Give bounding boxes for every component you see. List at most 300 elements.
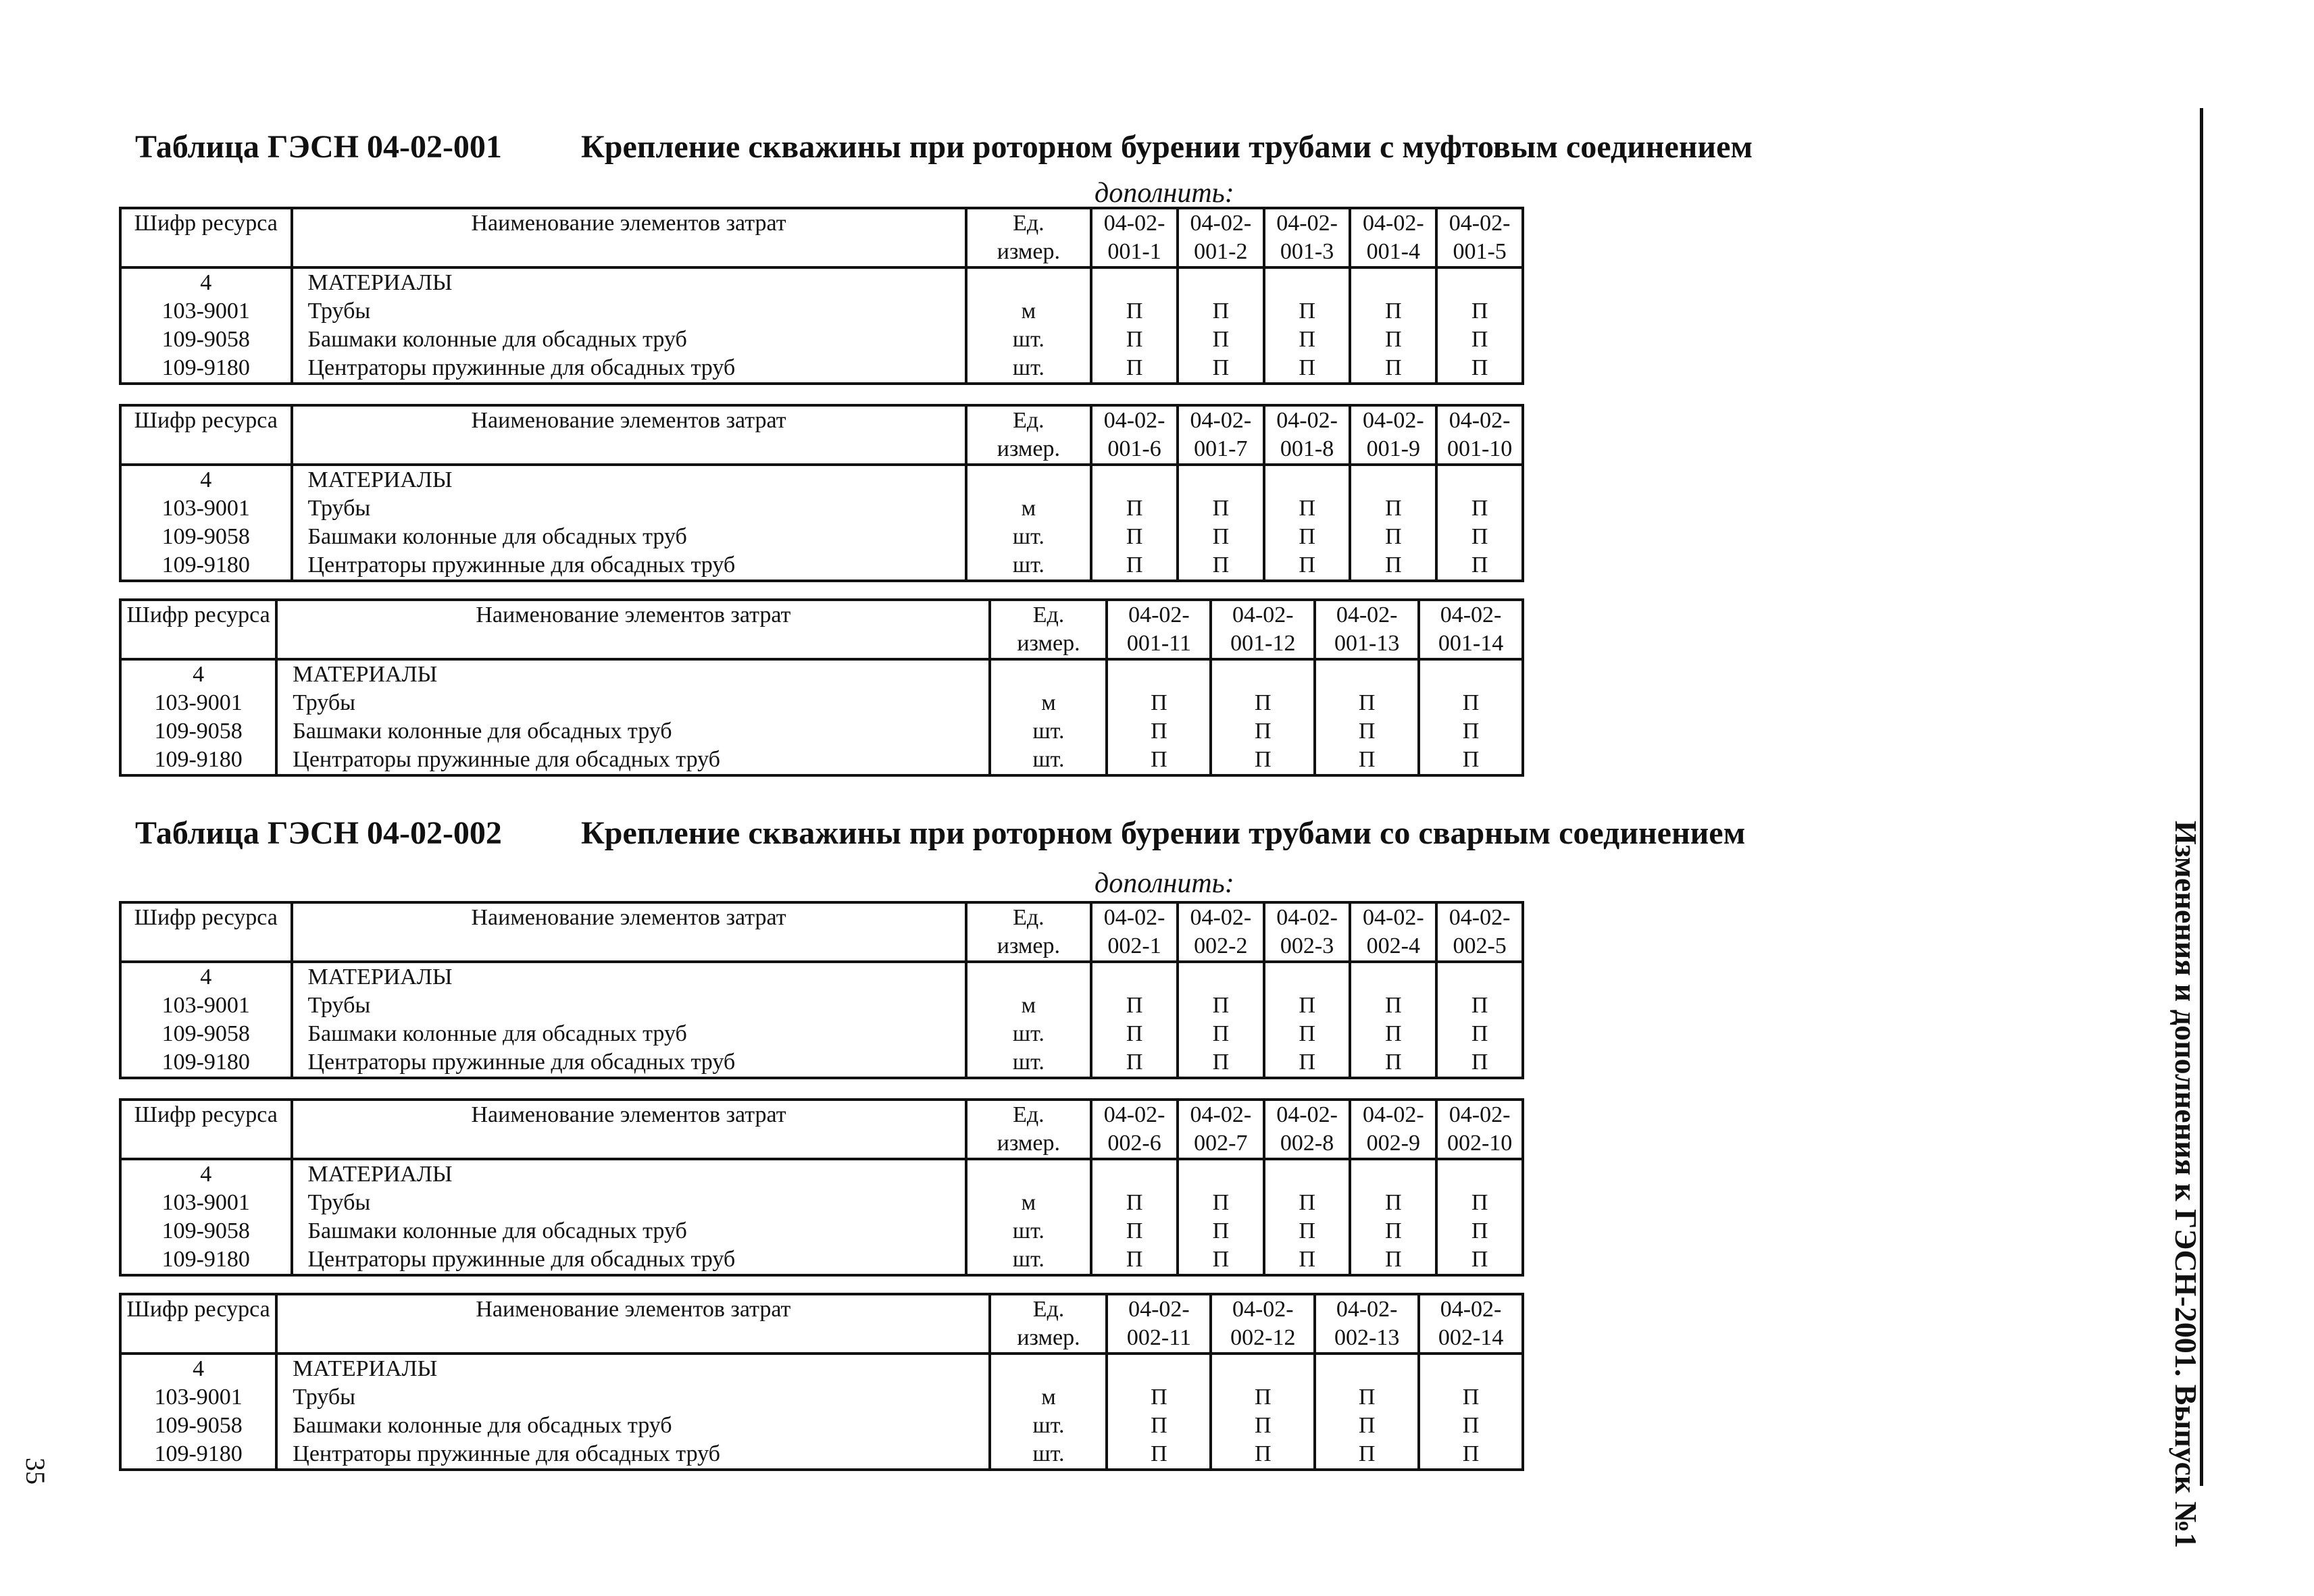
resource-value: П (1107, 689, 1211, 717)
resource-value: П (1091, 494, 1178, 523)
resource-name: Трубы (276, 1383, 990, 1412)
unit-line-2: измер. (997, 933, 1061, 958)
resource-unit: шт. (990, 717, 1107, 746)
empty-cell (1264, 465, 1351, 494)
resource-value: П (1419, 717, 1523, 746)
empty-cell (1315, 1354, 1419, 1383)
empty-cell (1211, 1354, 1315, 1383)
resource-value: П (1178, 1020, 1264, 1048)
empty-cell (1350, 465, 1436, 494)
empty-cell (1436, 267, 1523, 297)
norm-code-line-2: 002-3 (1280, 933, 1334, 958)
col-header-unit (990, 600, 1107, 659)
resource-value: П (1091, 551, 1178, 581)
col-header-norm (1091, 208, 1178, 267)
resource-value: П (1091, 354, 1178, 384)
resource-value: П (1350, 326, 1436, 354)
resource-name: Центраторы пружинные для обсадных труб (292, 354, 966, 384)
resource-value: П (1350, 494, 1436, 523)
header-row (120, 600, 1523, 659)
resource-value: П (1264, 992, 1351, 1020)
table-row (120, 494, 1523, 523)
section-name: МАТЕРИАЛЫ (292, 1159, 966, 1189)
norm-code-line-1: 04-02- (1103, 211, 1165, 236)
table-row (120, 717, 1523, 746)
norm-code-line-2: 002-12 (1230, 1325, 1296, 1350)
resource-value: П (1436, 551, 1523, 581)
table-row (120, 523, 1523, 551)
resource-value: П (1419, 746, 1523, 775)
col-header-name: Наименование элементов затрат (276, 600, 990, 659)
resource-unit: шт. (966, 1217, 1092, 1245)
norm-code-line-2: 001-4 (1366, 239, 1420, 264)
empty-cell (1436, 1159, 1523, 1189)
resource-value: П (1091, 992, 1178, 1020)
norm-code-line-1: 04-02- (1336, 602, 1398, 627)
resource-value: П (1264, 297, 1351, 326)
empty-cell (1091, 1159, 1178, 1189)
col-header-unit (966, 208, 1092, 267)
resource-code: 103-9001 (120, 689, 276, 717)
resource-value: П (1178, 1048, 1264, 1078)
table-row (120, 1383, 1523, 1412)
empty-cell (966, 1159, 1092, 1189)
col-header-name: Наименование элементов затрат (292, 208, 966, 267)
col-header-norm (1436, 208, 1523, 267)
norm-code-line-2: 001-2 (1194, 239, 1248, 264)
resource-name: Трубы (292, 494, 966, 523)
resource-name: Центраторы пружинные для обсадных труб (292, 1245, 966, 1275)
col-header-norm (1350, 405, 1436, 465)
resource-code: 103-9001 (120, 1383, 276, 1412)
unit-line-1: Ед. (1013, 905, 1045, 930)
norm-code-line-1: 04-02- (1363, 905, 1424, 930)
col-header-unit (966, 405, 1092, 465)
norm-code-line-2: 002-6 (1107, 1131, 1161, 1156)
norm-code-line-1: 04-02- (1190, 211, 1252, 236)
resource-value: П (1315, 689, 1419, 717)
resource-table (119, 207, 1524, 385)
empty-cell (1264, 962, 1351, 992)
empty-cell (1091, 962, 1178, 992)
resource-table (119, 1293, 1524, 1471)
section-name: МАТЕРИАЛЫ (292, 465, 966, 494)
resource-name: Башмаки колонные для обсадных труб (292, 1020, 966, 1048)
norm-code-line-1: 04-02- (1190, 1102, 1252, 1127)
unit-line-1: Ед. (1032, 1297, 1065, 1322)
header-row (120, 405, 1523, 465)
empty-cell (1091, 267, 1178, 297)
resource-unit: шт. (966, 354, 1092, 384)
section-code: 4 (120, 659, 276, 689)
header-row (120, 1100, 1523, 1159)
col-header-code: Шифр ресурса (120, 600, 276, 659)
norm-code-line-2: 001-7 (1194, 436, 1248, 461)
resource-value: П (1178, 297, 1264, 326)
table-number: Таблица ГЭСН 04-02-001 (135, 129, 502, 165)
resource-code: 103-9001 (120, 297, 292, 326)
section-row (120, 267, 1523, 297)
section-name: МАТЕРИАЛЫ (292, 267, 966, 297)
resource-value: П (1107, 1440, 1211, 1470)
resource-value: П (1178, 354, 1264, 384)
resource-value: П (1178, 1217, 1264, 1245)
unit-line-1: Ед. (1013, 211, 1045, 236)
section-code: 4 (120, 1354, 276, 1383)
empty-cell (1350, 1159, 1436, 1189)
table-title-1 (135, 128, 1753, 165)
table-title-2 (135, 815, 1745, 852)
norm-code-line-2: 001-14 (1438, 631, 1504, 656)
col-header-code: Шифр ресурса (120, 405, 292, 465)
unit-line-2: измер. (1017, 631, 1080, 656)
section-code: 4 (120, 1159, 292, 1189)
empty-cell (1419, 659, 1523, 689)
empty-cell (1436, 465, 1523, 494)
col-header-code: Шифр ресурса (120, 1100, 292, 1159)
table-row (120, 354, 1523, 384)
norm-code-line-2: 002-9 (1366, 1131, 1420, 1156)
col-header-norm (1091, 1100, 1178, 1159)
resource-unit: м (990, 1383, 1107, 1412)
resource-value: П (1211, 1440, 1315, 1470)
norm-code-line-2: 001-11 (1126, 631, 1191, 656)
table-row (120, 297, 1523, 326)
resource-table (119, 404, 1524, 582)
resource-value: П (1091, 523, 1178, 551)
resource-value: П (1091, 1217, 1178, 1245)
resource-name: Башмаки колонные для обсадных труб (292, 326, 966, 354)
section-row (120, 1354, 1523, 1383)
resource-value: П (1264, 1189, 1351, 1217)
section-code: 4 (120, 465, 292, 494)
norm-code-line-2: 001-1 (1107, 239, 1161, 264)
resource-value: П (1350, 1245, 1436, 1275)
resource-code: 109-9058 (120, 326, 292, 354)
resource-value: П (1178, 1189, 1264, 1217)
resource-name: Центраторы пружинные для обсадных труб (292, 1048, 966, 1078)
norm-code-line-1: 04-02- (1190, 408, 1252, 433)
norm-code-line-1: 04-02- (1276, 408, 1338, 433)
resource-code: 109-9058 (120, 717, 276, 746)
unit-line-1: Ед. (1013, 1102, 1045, 1127)
norm-code-line-1: 04-02- (1103, 905, 1165, 930)
resource-code: 109-9180 (120, 551, 292, 581)
resource-code: 109-9180 (120, 1440, 276, 1470)
resource-code: 109-9180 (120, 354, 292, 384)
resource-unit: шт. (966, 326, 1092, 354)
empty-cell (966, 267, 1092, 297)
section-name: МАТЕРИАЛЫ (276, 659, 990, 689)
add-label: дополнить: (1095, 178, 1234, 209)
col-header-norm (1436, 902, 1523, 962)
resource-value: П (1350, 523, 1436, 551)
resource-value: П (1178, 326, 1264, 354)
col-header-code: Шифр ресурса (120, 902, 292, 962)
resource-code: 109-9180 (120, 746, 276, 775)
resource-name: Трубы (292, 1189, 966, 1217)
norm-code-line-2: 001-8 (1280, 436, 1334, 461)
norm-code-line-2: 001-10 (1447, 436, 1513, 461)
norm-code-line-1: 04-02- (1449, 1102, 1511, 1127)
norm-code-line-1: 04-02- (1276, 1102, 1338, 1127)
col-header-norm (1107, 1294, 1211, 1354)
resource-value: П (1264, 494, 1351, 523)
col-header-norm (1211, 600, 1315, 659)
col-header-norm (1178, 405, 1264, 465)
table-row (120, 746, 1523, 775)
col-header-code: Шифр ресурса (120, 208, 292, 267)
empty-cell (966, 962, 1092, 992)
resource-value: П (1350, 992, 1436, 1020)
empty-cell (1107, 1354, 1211, 1383)
norm-code-line-1: 04-02- (1276, 905, 1338, 930)
col-header-unit (966, 1100, 1092, 1159)
header-row (120, 902, 1523, 962)
col-header-norm (1264, 405, 1351, 465)
empty-cell (1350, 962, 1436, 992)
table-row (120, 326, 1523, 354)
resource-value: П (1350, 1048, 1436, 1078)
resource-value: П (1178, 551, 1264, 581)
resource-unit: шт. (966, 523, 1092, 551)
page-number: 35 (20, 1458, 51, 1485)
empty-cell (1091, 465, 1178, 494)
resource-unit: шт. (990, 746, 1107, 775)
norm-code-line-1: 04-02- (1128, 602, 1190, 627)
resource-name: Трубы (276, 689, 990, 717)
empty-cell (1350, 267, 1436, 297)
norm-code-line-1: 04-02- (1276, 211, 1338, 236)
norm-code-line-1: 04-02- (1232, 1297, 1294, 1322)
table-row (120, 1412, 1523, 1440)
resource-unit: шт. (966, 1245, 1092, 1275)
resource-value: П (1436, 326, 1523, 354)
resource-value: П (1264, 1020, 1351, 1048)
resource-value: П (1350, 297, 1436, 326)
table-number: Таблица ГЭСН 04-02-002 (135, 815, 502, 851)
resource-name: Центраторы пружинные для обсадных труб (292, 551, 966, 581)
norm-code-line-2: 002-13 (1334, 1325, 1400, 1350)
resource-unit: м (990, 689, 1107, 717)
col-header-norm (1419, 1294, 1523, 1354)
resource-unit: м (966, 1189, 1092, 1217)
resource-value: П (1091, 1189, 1178, 1217)
col-header-norm (1178, 1100, 1264, 1159)
col-header-norm (1091, 405, 1178, 465)
empty-cell (1178, 1159, 1264, 1189)
resource-code: 109-9180 (120, 1245, 292, 1275)
norm-code-line-1: 04-02- (1449, 211, 1511, 236)
resource-value: П (1419, 689, 1523, 717)
header-row (120, 1294, 1523, 1354)
norm-code-line-1: 04-02- (1103, 1102, 1165, 1127)
empty-cell (990, 659, 1107, 689)
resource-unit: шт. (966, 551, 1092, 581)
resource-value: П (1264, 551, 1351, 581)
resource-value: П (1419, 1440, 1523, 1470)
resource-value: П (1211, 1412, 1315, 1440)
norm-code-line-1: 04-02- (1363, 211, 1424, 236)
norm-code-line-1: 04-02- (1232, 602, 1294, 627)
resource-table (119, 901, 1524, 1079)
norm-code-line-2: 002-10 (1447, 1131, 1513, 1156)
col-header-norm (1264, 902, 1351, 962)
resource-code: 103-9001 (120, 992, 292, 1020)
empty-cell (1211, 659, 1315, 689)
resource-name: Башмаки колонные для обсадных труб (276, 1412, 990, 1440)
section-row (120, 465, 1523, 494)
resource-value: П (1419, 1412, 1523, 1440)
norm-code-line-2: 002-4 (1366, 933, 1420, 958)
resource-value: П (1350, 354, 1436, 384)
norm-code-line-2: 002-1 (1107, 933, 1161, 958)
section-code: 4 (120, 267, 292, 297)
unit-line-2: измер. (997, 436, 1061, 461)
col-header-norm (1419, 600, 1523, 659)
empty-cell (1178, 267, 1264, 297)
resource-value: П (1091, 1048, 1178, 1078)
empty-cell (1264, 1159, 1351, 1189)
resource-value: П (1350, 1189, 1436, 1217)
col-header-norm (1315, 1294, 1419, 1354)
resource-value: П (1091, 297, 1178, 326)
col-header-norm (1264, 208, 1351, 267)
unit-line-2: измер. (1017, 1325, 1080, 1350)
col-header-norm (1315, 600, 1419, 659)
unit-line-1: Ед. (1013, 408, 1045, 433)
col-header-name: Наименование элементов затрат (292, 902, 966, 962)
unit-line-2: измер. (997, 239, 1061, 264)
empty-cell (1419, 1354, 1523, 1383)
resource-value: П (1350, 1020, 1436, 1048)
resource-code: 109-9058 (120, 1217, 292, 1245)
norm-code-line-1: 04-02- (1128, 1297, 1190, 1322)
resource-value: П (1315, 1440, 1419, 1470)
resource-value: П (1107, 717, 1211, 746)
norm-code-line-2: 002-8 (1280, 1131, 1334, 1156)
resource-value: П (1211, 717, 1315, 746)
resource-value: П (1178, 523, 1264, 551)
resource-code: 109-9058 (120, 1412, 276, 1440)
resource-value: П (1211, 1383, 1315, 1412)
norm-code-line-2: 002-14 (1438, 1325, 1504, 1350)
resource-unit: шт. (990, 1440, 1107, 1470)
resource-code: 109-9180 (120, 1048, 292, 1078)
resource-name: Башмаки колонные для обсадных труб (292, 1217, 966, 1245)
resource-value: П (1091, 1020, 1178, 1048)
norm-code-line-1: 04-02- (1363, 408, 1424, 433)
table-row (120, 1217, 1523, 1245)
resource-value: П (1178, 1245, 1264, 1275)
norm-code-line-2: 002-2 (1194, 933, 1248, 958)
resource-value: П (1211, 689, 1315, 717)
resource-value: П (1350, 551, 1436, 581)
col-header-name: Наименование элементов затрат (292, 1100, 966, 1159)
resource-code: 103-9001 (120, 1189, 292, 1217)
table-row (120, 1189, 1523, 1217)
resource-name: Центраторы пружинные для обсадных труб (276, 1440, 990, 1470)
resource-value: П (1350, 1217, 1436, 1245)
col-header-norm (1436, 1100, 1523, 1159)
resource-value: П (1436, 992, 1523, 1020)
unit-line-2: измер. (997, 1131, 1061, 1156)
resource-name: Трубы (292, 992, 966, 1020)
norm-code-line-2: 001-13 (1334, 631, 1400, 656)
resource-value: П (1264, 354, 1351, 384)
norm-code-line-1: 04-02- (1103, 408, 1165, 433)
resource-value: П (1315, 1383, 1419, 1412)
resource-value: П (1178, 992, 1264, 1020)
norm-code-line-1: 04-02- (1449, 408, 1511, 433)
section-code: 4 (120, 962, 292, 992)
resource-value: П (1211, 746, 1315, 775)
header-row (120, 208, 1523, 267)
resource-unit: м (966, 992, 1092, 1020)
norm-code-line-2: 001-9 (1366, 436, 1420, 461)
resource-value: П (1436, 1020, 1523, 1048)
table-row (120, 1245, 1523, 1275)
resource-name: Башмаки колонные для обсадных труб (292, 523, 966, 551)
unit-line-1: Ед. (1032, 602, 1065, 627)
table-caption: Крепление скважины при роторном бурении трубами со сварным соединением (581, 815, 1746, 851)
table-row (120, 1048, 1523, 1078)
col-header-norm (1436, 405, 1523, 465)
col-header-norm (1264, 1100, 1351, 1159)
section-row (120, 1159, 1523, 1189)
col-header-norm (1350, 208, 1436, 267)
col-header-unit (966, 902, 1092, 962)
resource-value: П (1091, 1245, 1178, 1275)
norm-code-line-2: 002-11 (1126, 1325, 1191, 1350)
table-caption: Крепление скважины при роторном бурении трубами с муфтовым соединением (581, 129, 1753, 165)
col-header-code: Шифр ресурса (120, 1294, 276, 1354)
resource-value: П (1315, 746, 1419, 775)
col-header-unit (990, 1294, 1107, 1354)
table-row (120, 1440, 1523, 1470)
empty-cell (990, 1354, 1107, 1383)
norm-code-line-2: 001-12 (1230, 631, 1296, 656)
col-header-name: Наименование элементов затрат (276, 1294, 990, 1354)
norm-code-line-1: 04-02- (1440, 602, 1502, 627)
resource-unit: шт. (966, 1020, 1092, 1048)
resource-value: П (1315, 717, 1419, 746)
col-header-norm (1107, 600, 1211, 659)
resource-value: П (1178, 494, 1264, 523)
resource-value: П (1436, 523, 1523, 551)
resource-name: Трубы (292, 297, 966, 326)
empty-cell (1264, 267, 1351, 297)
resource-value: П (1419, 1383, 1523, 1412)
resource-value: П (1264, 1048, 1351, 1078)
norm-code-line-1: 04-02- (1440, 1297, 1502, 1322)
col-header-norm (1211, 1294, 1315, 1354)
side-caption: Изменения и дополнения к ГЭСН-2001. Выпуск №1 (2169, 821, 2203, 1549)
resource-code: 109-9058 (120, 1020, 292, 1048)
resource-value: П (1436, 1217, 1523, 1245)
resource-value: П (1264, 1217, 1351, 1245)
resource-table (119, 598, 1524, 777)
norm-code-line-2: 002-5 (1453, 933, 1507, 958)
norm-code-line-1: 04-02- (1363, 1102, 1424, 1127)
resource-name: Башмаки колонные для обсадных труб (276, 717, 990, 746)
resource-value: П (1436, 1189, 1523, 1217)
section-name: МАТЕРИАЛЫ (292, 962, 966, 992)
table-row (120, 689, 1523, 717)
resource-value: П (1107, 1412, 1211, 1440)
norm-code-line-2: 002-7 (1194, 1131, 1248, 1156)
resource-code: 109-9058 (120, 523, 292, 551)
